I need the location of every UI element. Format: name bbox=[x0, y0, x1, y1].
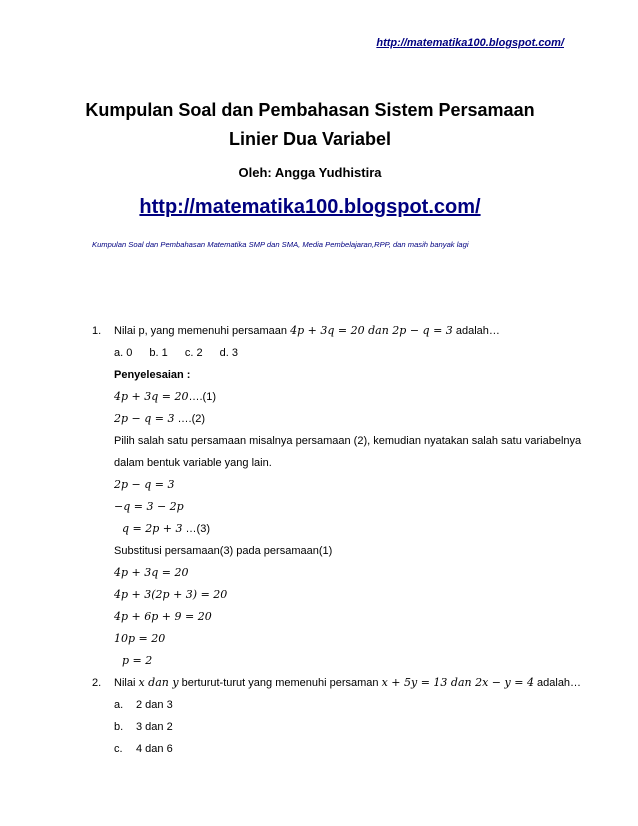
option-b: b. 1 bbox=[149, 347, 168, 359]
question-1 bbox=[92, 320, 572, 342]
question-expression: 4p + 3q = 20 dan 2p − q = 3 bbox=[290, 324, 453, 337]
step-3-tag: …(3) bbox=[182, 523, 210, 535]
site-tagline: Kumpulan Soal dan Pembahasan Matematika SMP dan SMA, Media Pembelajaran,RPP, dan masih banyak lagi bbox=[92, 240, 469, 249]
option-label: c. bbox=[114, 743, 123, 755]
option-text: 3 dan 2 bbox=[136, 721, 173, 733]
question-suffix: adalah… bbox=[537, 677, 582, 689]
option-c: c. 2 bbox=[184, 347, 203, 359]
step-1: 2p − q = 3 bbox=[114, 478, 175, 491]
option-label: b. bbox=[114, 721, 124, 733]
option-text: 4 dan 6 bbox=[136, 743, 173, 755]
substitution-text: Substitusi persamaan(3) pada persamaan(1) bbox=[114, 545, 333, 557]
solution-heading: Penyelesaian : bbox=[114, 369, 191, 381]
title-line-2: Linier Dua Variabel bbox=[228, 129, 392, 149]
title-line-1: Kumpulan Soal dan Pembahasan Sistem Persamaan bbox=[85, 100, 535, 120]
question-text: Nilai p, yang memenuhi persamaan bbox=[114, 325, 288, 337]
question-expression: x + 5y = 13 dan 2x − y = 4 bbox=[381, 676, 534, 689]
step-3: q = 2p + 3 bbox=[122, 522, 183, 535]
work-2: 4p + 3(2p + 3) = 20 bbox=[114, 588, 228, 601]
equation-2: 2p − q = 3 bbox=[114, 412, 175, 425]
document-title bbox=[70, 96, 550, 154]
header-url-link[interactable]: http://matematika100.blogspot.com/ bbox=[376, 37, 564, 49]
question-text-mid: berturut-turut yang memenuhi persaman bbox=[181, 677, 379, 689]
question-number: 1. bbox=[92, 325, 102, 337]
question-text: Nilai bbox=[114, 677, 136, 689]
option-label: a. bbox=[114, 699, 124, 711]
equation-1-tag: ….(1) bbox=[188, 391, 216, 403]
site-url-link[interactable]: http://matematika100.blogspot.com/ bbox=[139, 196, 481, 218]
work-3: 4p + 6p + 9 = 20 bbox=[114, 610, 212, 623]
option-a: a. 0 bbox=[114, 347, 133, 359]
equation-1: 4p + 3q = 20 bbox=[114, 390, 189, 403]
question-variables: x dan y bbox=[138, 676, 179, 689]
list-item bbox=[92, 694, 572, 716]
explanation-line-2: dalam bentuk variable yang lain. bbox=[114, 457, 272, 469]
list-item bbox=[92, 738, 572, 760]
answer-options bbox=[92, 342, 572, 364]
questions-content bbox=[92, 320, 582, 760]
list-item bbox=[92, 716, 572, 738]
option-d: d. 3 bbox=[219, 347, 238, 359]
question-suffix: adalah… bbox=[455, 325, 500, 337]
step-2: −q = 3 − 2p bbox=[114, 500, 184, 513]
work-1: 4p + 3q = 20 bbox=[114, 566, 189, 579]
question-2 bbox=[92, 672, 582, 694]
equation-2-tag: ….(2) bbox=[174, 413, 206, 425]
question-number: 2. bbox=[92, 677, 102, 689]
work-4: 10p = 20 bbox=[114, 632, 166, 645]
work-5: p = 2 bbox=[122, 654, 153, 667]
explanation-line-1: Pilih salah satu persamaan misalnya persamaan (2), kemudian nyatakan salah satu variabelnya bbox=[114, 435, 582, 447]
option-text: 2 dan 3 bbox=[136, 699, 173, 711]
author-line: Oleh: Angga Yudhistira bbox=[238, 165, 382, 180]
